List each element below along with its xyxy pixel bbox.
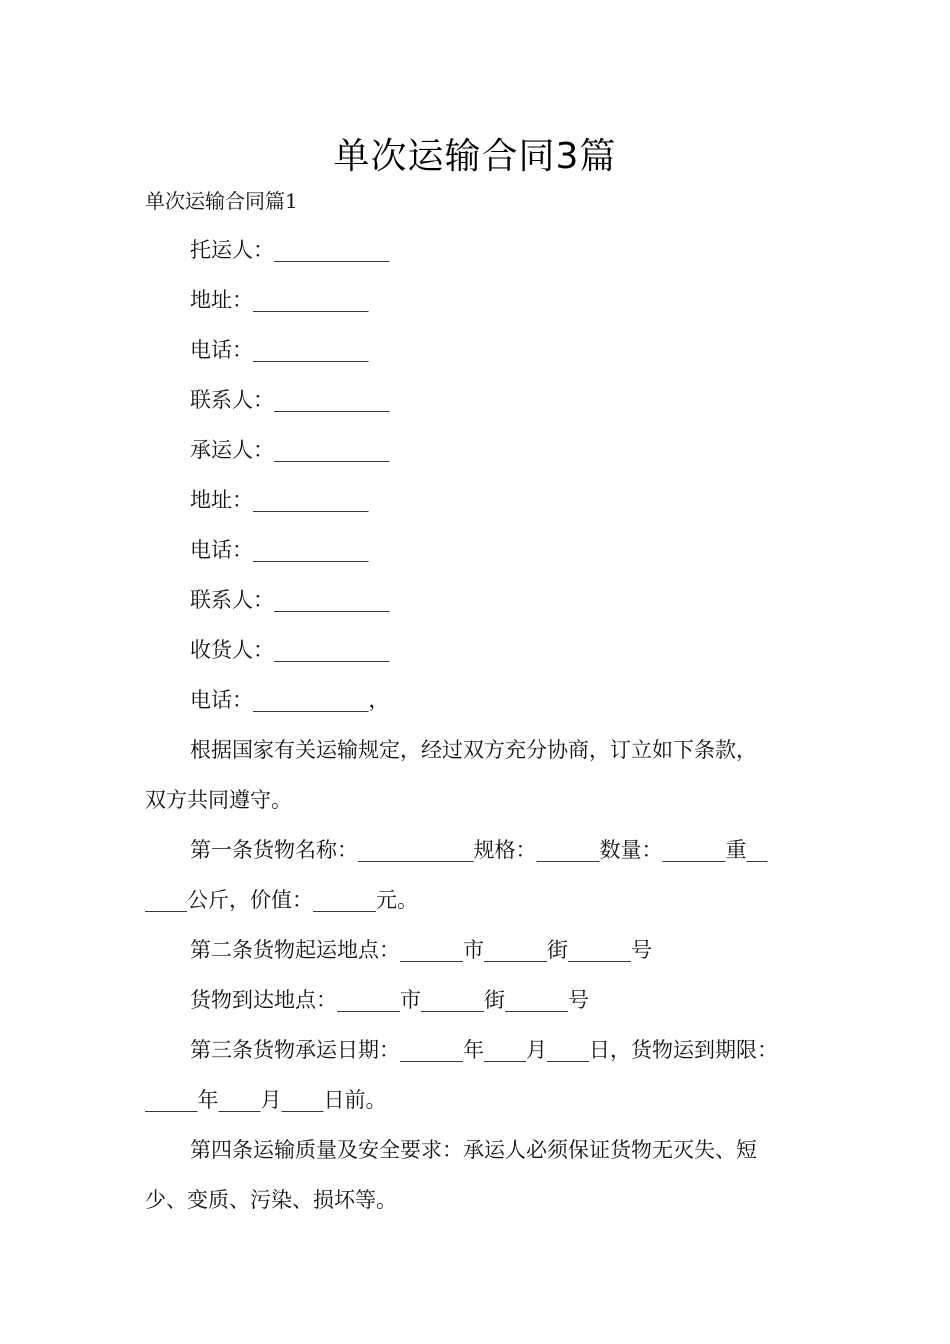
consignee-line: 收货人：___________ bbox=[190, 638, 390, 662]
section-heading: 单次运输合同篇1 bbox=[145, 189, 298, 213]
article-4-line-1: 第四条运输质量及安全要求：承运人必须保证货物无灭失、短 bbox=[190, 1138, 757, 1162]
shipper-contact-line: 联系人：___________ bbox=[190, 388, 390, 412]
article-1-line-2: ____公斤，价值：______元。 bbox=[145, 888, 418, 912]
preamble-paragraph-line-1: 根据国家有关运输规定，经过双方充分协商，订立如下条款， bbox=[190, 738, 757, 762]
article-3-line-2: _____年____月____日前。 bbox=[145, 1088, 387, 1112]
carrier-address-line: 地址：___________ bbox=[190, 488, 369, 512]
article-4-line-2: 少、变质、污染、损坏等。 bbox=[145, 1188, 397, 1212]
article-1-line-1: 第一条货物名称：___________规格：______数量：______重__ bbox=[190, 838, 768, 862]
article-2-line-2: 货物到达地点：______市______街______号 bbox=[190, 988, 589, 1012]
document-title: 单次运输合同3篇 bbox=[333, 136, 617, 177]
article-2-line-1: 第二条货物起运地点：______市______街______号 bbox=[190, 938, 652, 962]
shipper-phone-line: 电话：___________ bbox=[190, 338, 369, 362]
consignee-phone-line: 电话：___________， bbox=[190, 688, 390, 712]
carrier-contact-line: 联系人：___________ bbox=[190, 588, 390, 612]
shipper-address-line: 地址：___________ bbox=[190, 288, 369, 312]
preamble-paragraph-line-2: 双方共同遵守。 bbox=[145, 788, 292, 812]
carrier-line: 承运人：___________ bbox=[190, 438, 390, 462]
carrier-phone-line: 电话：___________ bbox=[190, 538, 369, 562]
shipper-line: 托运人：___________ bbox=[190, 238, 390, 262]
article-3-line-1: 第三条货物承运日期：______年____月____日，货物运到期限： bbox=[190, 1038, 778, 1062]
